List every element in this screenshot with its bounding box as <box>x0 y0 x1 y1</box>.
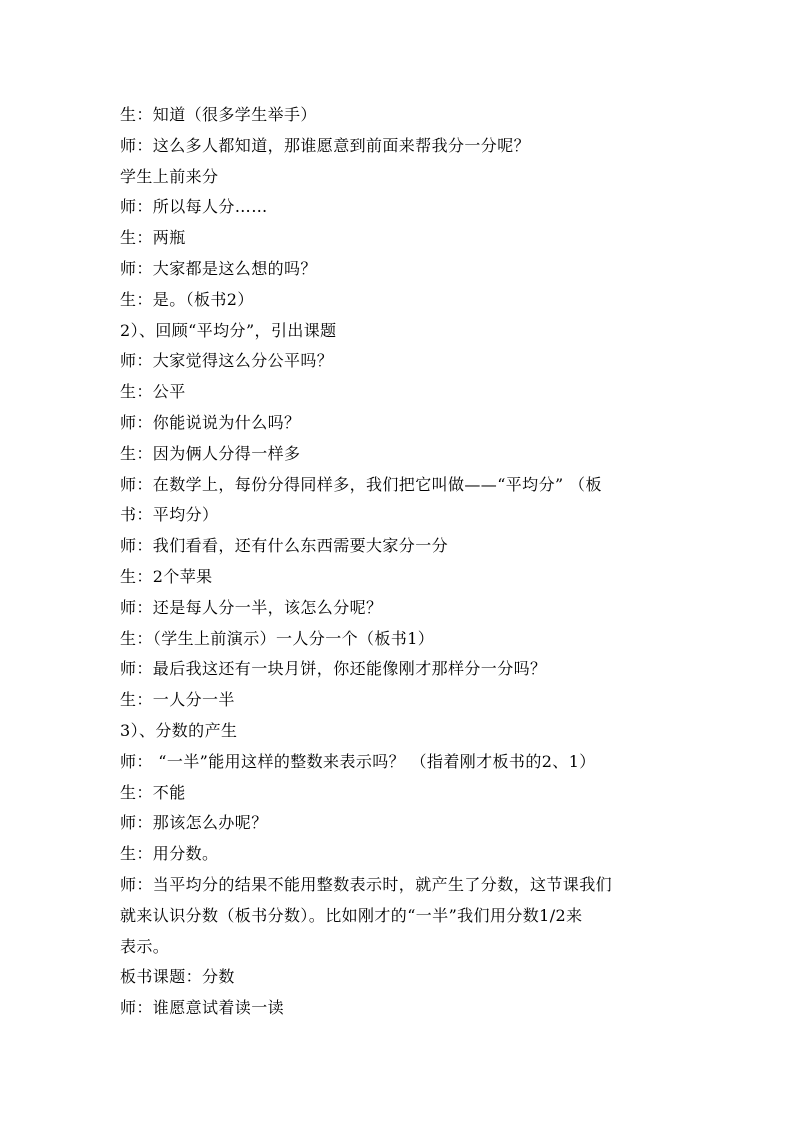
section-heading: 2）、回顾“平均分”，引出课题 <box>120 320 337 340</box>
text-line: 师：谁愿意试着读一读 <box>120 998 285 1018</box>
text-line: 生：一人分一半 <box>120 690 235 710</box>
text-line: 师：所以每人分…… <box>120 197 268 217</box>
text-line: 师：当平均分的结果不能用整数表示时，就产生了分数，这节课我们 <box>120 874 613 894</box>
text-line: 生：是。（板书2） <box>120 289 254 309</box>
text-line: 生：不能 <box>120 782 186 802</box>
text-line: 表示。 <box>120 936 170 956</box>
text-line: 板书课题：分数 <box>120 967 235 987</box>
text-line: 师：最后我这还有一块月饼，你还能像刚才那样分一分吗？ <box>120 659 547 679</box>
text-line: 师：还是每人分一半，该怎么分呢？ <box>120 597 383 617</box>
text-line: 师： “一半”能用这样的整数来表示吗？ （指着刚才板书的2、1） <box>120 751 596 771</box>
text-line: 师：那该怎么办呢？ <box>120 813 268 833</box>
text-line: 生：因为俩人分得一样多 <box>120 443 301 463</box>
text-line: 生：公平 <box>120 382 186 402</box>
document-body <box>120 100 680 1024</box>
text-line: 师：你能说说为什么吗？ <box>120 412 301 432</box>
text-line: 师：大家都是这么想的吗？ <box>120 258 317 278</box>
text-line: 师：在数学上，每份分得同样多，我们把它叫做——“平均分” （板 <box>120 474 602 494</box>
text-line: 书：平均分） <box>120 505 219 525</box>
text-line: 师：大家觉得这么分公平吗？ <box>120 351 334 371</box>
text-line: 生：2个苹果 <box>120 566 213 586</box>
text-line: 生：两瓶 <box>120 228 186 248</box>
text-line: 生：用分数。 <box>120 844 219 864</box>
text-line: 生：知道（很多学生举手） <box>120 105 317 124</box>
section-heading: 3）、分数的产生 <box>120 720 238 740</box>
text-line: 师：我们看看，还有什么东西需要大家分一分 <box>120 536 449 556</box>
text-line: 师：这么多人都知道，那谁愿意到前面来帮我分一分呢？ <box>120 135 531 155</box>
text-line: 就来认识分数（板书分数）。比如刚才的“一半”我们用分数1/2来 <box>120 905 583 925</box>
text-line: 学生上前来分 <box>120 166 219 186</box>
text-line: 生：（学生上前演示）一人分一个（板书1） <box>120 628 435 648</box>
